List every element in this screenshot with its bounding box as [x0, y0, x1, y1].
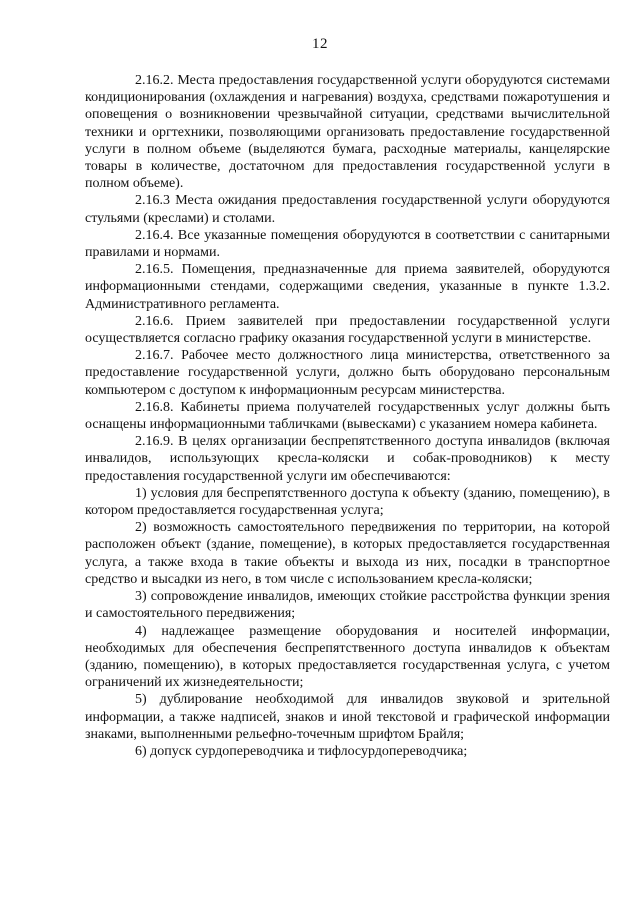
list-item: 1) условия для беспрепятственного доступа к объекту (зданию, помещению), в котором предоставляется государственная услуга;	[85, 485, 610, 519]
paragraph-2-16-6: 2.16.6. Прием заявителей при предоставлении государственной услуги осуществляется согласно графику оказания государственной услуги в министерстве.	[85, 313, 610, 347]
list-item: 3) сопровождение инвалидов, имеющих стойкие расстройства функции зрения и самостоятельного передвижения;	[85, 589, 610, 622]
paragraph-2-16-9: 2.16.9. В целях организации беспрепятственного доступа инвалидов (включая инвалидов, использующих кресла-коляски и собак-проводников) к месту предоставления государственной услуги им обеспечиваются:	[85, 434, 610, 484]
list-item: 5) дублирование необходимой для инвалидов звуковой и зрительной информации, а также надписей, знаков и иной текстовой и графической информации знаками, выполненными рельефно-точечным шрифтом Брайля;	[85, 692, 610, 742]
paragraph-2-16-3: 2.16.3 Места ожидания предоставления государственной услуги оборудуются стульями (креслами) и столами.	[85, 193, 610, 226]
list-item: 6) допуск сурдопереводчика и тифлосурдопереводчика;	[135, 743, 468, 759]
page-number: 12	[312, 36, 328, 52]
paragraph-2-16-4: 2.16.4. Все указанные помещения оборудуются в соответствии с санитарными правилами и нормами.	[85, 227, 610, 261]
list-item: 2) возможность самостоятельного передвижения по территории, на которой расположен объект (здание, помещение), в которых предоставляется государственная услуга, а также входа в такие объекты и выхода из них, посадки в транспортное средство и высадки из него, в том числе с использованием кресла-коляски;	[85, 520, 610, 587]
paragraph-2-16-7: 2.16.7. Рабочее место должностного лица министерства, ответственного за предоставление государственной услуги, должно быть оборудовано персональным компьютером с доступом к информационным ресурсам министерства.	[85, 348, 610, 398]
paragraph-2-16-5: 2.16.5. Помещения, предназначенные для приема заявителей, оборудуются информационными стендами, содержащими сведения, указанные в пункте 1.3.2. Административного регламента.	[85, 262, 610, 312]
list-item: 4) надлежащее размещение оборудования и носителей информации, необходимых для обеспечения беспрепятственного доступа инвалидов к объектам (зданию, помещению), в которых предоставляется государственная услуга, с учетом ограничений их жизнедеятельности;	[85, 623, 610, 691]
paragraph-2-16-8: 2.16.8. Кабинеты приема получателей государственных услуг должны быть оснащены информационными табличками (вывесками) с указанием номера кабинета.	[85, 399, 610, 433]
paragraph-2-16-2: 2.16.2. Места предоставления государственной услуги оборудуются системами кондиционирования (охлаждения и нагревания) воздуха, средствами пожаротушения и оповещения о возникновении чрезвычайной ситуации, средствами вычислительной техники и оргтехники, позволяющими организовать предоставление государственной услуги в полном объеме (выделяются бумага, расходные материалы, канцелярские товары в количестве, достаточном для предоставления государственной услуги в полном объеме).	[85, 73, 610, 192]
document-body	[85, 72, 610, 760]
